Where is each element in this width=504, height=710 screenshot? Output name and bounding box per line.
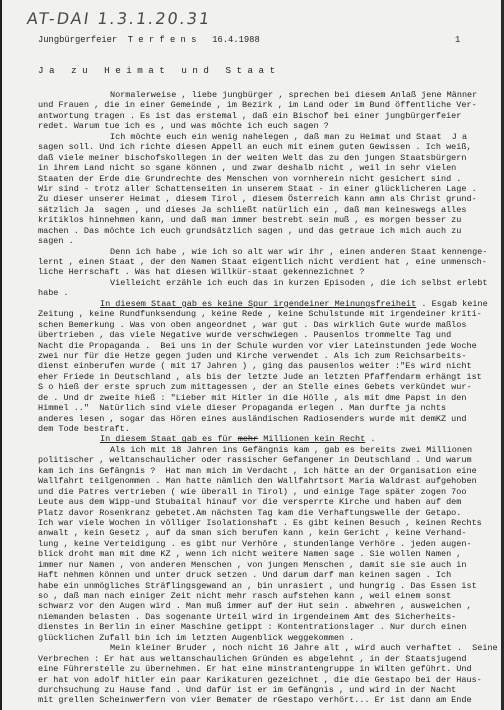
text-line: zwei nur für die Hetze gegen juden und Kirche verwendet . Als ich zum Reichsarbeits- <box>38 350 467 361</box>
text-line: Normalerweise , liebe jungbürger , sprechen bei diesem Anlaß jene Männer <box>110 90 478 100</box>
underlined-text: Millionen kein Recht <box>258 434 366 445</box>
text-line: eine Führerstelle zu übernehmen. Er hat eine minstrantengruppe in Wilten geführt. Und <box>38 664 472 675</box>
text-line <box>38 434 500 444</box>
text-line: Wir sind - trotz aller Schattenseiten in unserem Staat - in einer glücklicheren Lage . <box>38 183 477 194</box>
text-line: Himmel .." Natürlich sind viele dieser Propaganda erlegen . Man durfte ja nchts <box>38 403 447 414</box>
text-line: Verbrechen : Er hat aus weltanschaulichen Gründen es abgelehnt , in der Staatsjugend <box>38 653 467 664</box>
paragraph <box>38 434 500 444</box>
archive-signature: AT-DAI 1.3.1.20.31 <box>25 9 213 28</box>
text-line: sätzlich Ja sagen , und dieses Ja schließt natürlich ein , daß man keineswegs alles <box>38 204 467 215</box>
event-header: Jungbürgerfeier T e r f e n s 16.4.1988 <box>38 35 260 45</box>
text-line: Ich war viele Wochen in völliger Isolationshaft . Es gibt keinen Besuch , keinen Rechts <box>38 517 482 528</box>
text-line: machen . Das möchte ich euch grundsätzlich sagen , und das getraue ich mich auch zu <box>38 225 462 236</box>
text-line: und Frauen , die in einer Gemeinde , im Bezirk , im Land oder im Bund öffentliche Ver- <box>38 100 477 111</box>
document-body <box>38 90 500 706</box>
text-line: kam ich ins Gefängnis ? Hat man mich im Verdacht , ich hätte an der Organisation eine <box>38 465 477 476</box>
text-line: Zeitung , keine Rundfunksendung , keine Rede , keine Schulstunde mit irgendeiner kriti- <box>38 309 482 320</box>
text-line: so , daß man nach einiger Zeit nicht mehr rasch aufstehen kann , weil einem sonst <box>38 591 452 601</box>
text-line: er hat von adolf hitler ein paar Karikaturen gezeichnet , die die Gestapo bei der Haus- <box>38 674 482 685</box>
text-line: dienstes in Berlin in einer Maschine getippt : Kontentrationslager . Nur durch einen <box>38 622 467 633</box>
text-line: antwortung tragen . Es ist das erstemal , daß ein Bischof bei einer jungbürgerfeier <box>38 110 462 121</box>
text-line: Denn ich habe , wie ich so alt war wir ihr , einen anderen Staat kennenge- <box>110 246 488 257</box>
paragraph <box>38 643 500 706</box>
text-line: und die Patres vertrieben ( wie überall in Tirol) , und einige Tage später zogen 7oo <box>38 486 467 497</box>
text-line: sagen . <box>38 236 74 247</box>
text-line: Ich möchte euch ein wenig nahelegen , daß man zu Heimat und Staat J a <box>110 131 468 142</box>
text-line: Vielleicht erzähle ich euch das in kurzen Episoden , die ich selbst erlebt <box>110 277 488 288</box>
text-line: lung , keine Verteidigung . es gibt nur Verhöre , stundenlange Verhöre . jeden augen- <box>38 538 472 549</box>
text-line: kritiklos hinnehmen kann, und daß man immer bestrebt sein muß , es morgen besser zu <box>38 215 462 226</box>
text-segment: . <box>365 434 376 445</box>
text-line: schen Bemerkung . Was von oben angeordnet , war gut . Das wirklich Gute wurde maßlos <box>38 319 467 330</box>
text-line: übertrieben , das viele Negative wurde verschwiegen . Pausenlos trommelte Tag und <box>38 330 452 341</box>
text-line: anwalt , kein Gesetz , auf da sman sich berufen kann , kein Gericht , keine Verhand- <box>38 528 467 539</box>
struck-out-text: mehr <box>237 434 259 445</box>
text-line: Haft nehmen können und unter druck setzen . Und darum darf man keinen sagen . Ich <box>38 570 452 581</box>
paragraph <box>38 278 500 299</box>
text-line: immer nur Namen , von anderen Menschen , von jungen Menschen , damit sie sie auch in <box>38 559 467 570</box>
text-line: Platz davor Rosenkranz gebetet.Am nächsten Tag kam die Verhaftungswelle der Getapo. <box>38 507 462 518</box>
document-title: J a z u H e i m a t u n d S t a a t <box>38 65 276 76</box>
text-line: Als ich mit 18 Jahren ins Gefängnis kam , gab es bereits zwei Millionen <box>110 444 473 455</box>
text-line: de . Und dr zweite hieß : "Lieber mit Hitler in die Hölle , als mit dme Papst in den <box>38 392 467 403</box>
text-line: sagen soll. Und ich richte diesen Appell an euch mit einem guten Gewissen . Ich weiß, <box>38 142 472 153</box>
paragraph <box>38 445 500 643</box>
page-number: 1 <box>455 35 461 45</box>
paragraph <box>38 247 500 278</box>
text-line: S o hieß der erste spruch zum mittagessen , der an Stelle eines Gebets verkündet wur- <box>38 382 472 393</box>
scan-edge-left <box>0 0 2 710</box>
text-line: niemanden belasten . Das sogenante Urteil wird in irgendeinem Amt des Sicherheits- <box>38 611 457 622</box>
text-line: glücklichen Zufall bin ich im letzten Augenblick weggekommen . <box>38 632 355 643</box>
text-line: lernt , einen Staat , der den Namen Staat eigentlich nicht verdient hat , eine unmensch- <box>38 257 487 267</box>
paragraph <box>38 132 500 247</box>
text-line: Mein kleiner Bruder , noch nicht 16 Jahre alt , wird auch verhaftet . Seine <box>110 643 498 654</box>
text-line: Nacht die Propaganda . Bei uns in der Schule wurden vor vier Lateinstunden jede Woche <box>38 340 477 351</box>
underlined-text: In diesem Staat gab es für <box>100 434 238 445</box>
text-line: Zu dieser unserer Heimat , diesem Tirol , diesem Österreich kann amn als Christ grund- <box>38 194 477 205</box>
text-line: habe . <box>38 288 69 299</box>
paragraph <box>38 299 500 435</box>
underlined-text: In diesem Staat gab es keine Spur irgendeiner Meinungsfreiheit <box>100 298 417 309</box>
text-line: habe ein unmögliches Sträflingsgewand an , bin unrasiert , und hungrig . Das Essen ist <box>38 580 477 591</box>
text-line <box>38 299 500 309</box>
text-line: dienst einberufen wurde ( mit 17 Jahren ) , ging das pausenlos weiter :"Es wird nicht <box>38 361 472 372</box>
text-line: anderes lesen , sogar das Hören eines ausländischen Radiosenders wurde mit demKZ und <box>38 413 467 424</box>
text-line: dem Tode bestraft. <box>38 424 130 434</box>
text-line: liche Herrschaft . Was hat diesen Willkür-staat gekennezichnet ? <box>38 267 365 278</box>
text-line: schwarz vor den Augen wird . Man muß immer auf der Hut sein . abwehren , ausweichen , <box>38 601 472 612</box>
text-line: politischer , weltanschaulicher oder rassischer Gefangener in Deutschland . Und warum <box>38 455 472 466</box>
text-line: Wallfahrt teilgenommen . Man hatte nämlich den Wallfahrtsort Maria Waldrast aufgehoben <box>38 476 477 487</box>
paragraph <box>38 90 500 132</box>
text-line: redet. Warum tue ich es , und was möchte ich euch sagen ? <box>38 121 329 132</box>
text-line: durchsuchung zu Hause fand . Und dafür ist er im Gefängnis , und wird in der Nacht <box>38 684 457 695</box>
text-line: in ihrem Land nicht so sgane können , und zwar deshalb nicht , weil in sehr vielen <box>38 163 457 174</box>
text-line: daß viele meiner bischofskollegen in der weiten Welt das zu den jungen Staatsbürgern <box>38 152 467 163</box>
text-line: blick droht man mit dme KZ , wenn ich nicht weitere Namen sage . Sie wollen Namen , <box>38 549 462 560</box>
text-line: mit grellen Scheinwerfern von vier Bemater de rGestapo verhört... Er ist dann am Ende <box>38 695 472 706</box>
text-line: Leute aus dem Wipp-und Stubaital hinauf vor die versperrte Kirche und haben auf dem <box>38 497 462 508</box>
text-line: eher Friede in Deutschland , als bis der letzte Jude an letzten Pfaffendarm erhängt ist <box>38 371 482 382</box>
text-segment: . Esgab keine <box>416 298 488 309</box>
text-line: Staaten der Erde die Grundrechte des Menschen von vornherein nicht gesichert sind . <box>38 173 462 184</box>
